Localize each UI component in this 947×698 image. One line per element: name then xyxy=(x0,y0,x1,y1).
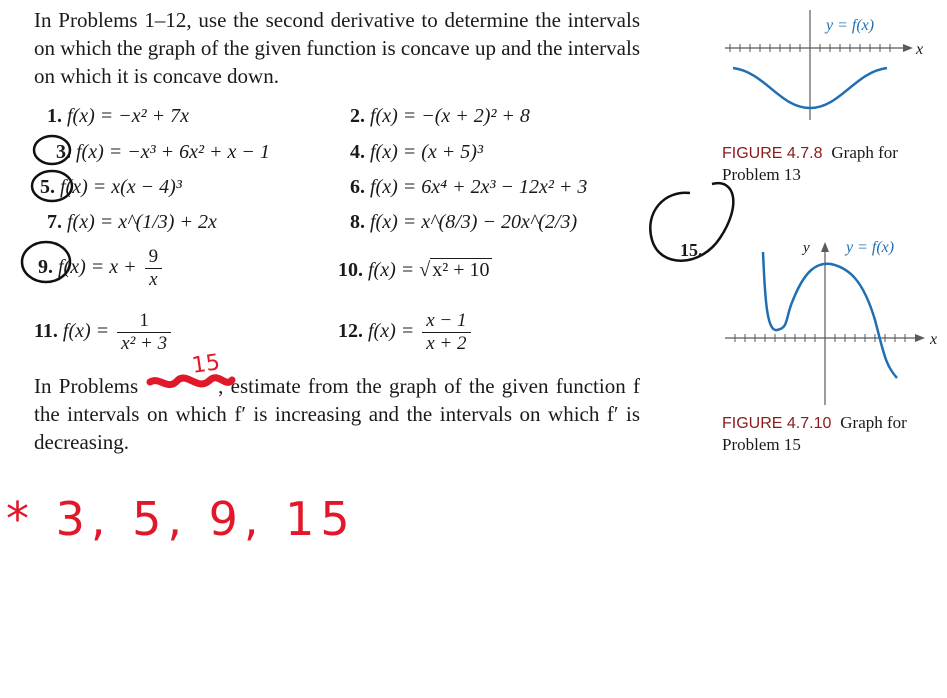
circle-problem-5 xyxy=(32,171,72,201)
problem-expression: f(x) = (x + 5)³ xyxy=(370,141,483,163)
denominator: x² + 3 xyxy=(121,333,168,354)
problem-expression: f(x) = −(x + 2)² + 8 xyxy=(370,105,530,127)
problems-13-15-paragraph xyxy=(34,372,640,456)
problem-expression: f(x) = x^(8/3) − 20x^(2/3) xyxy=(370,211,578,233)
intro-paragraph: In Problems 1–12, use the second derivative to determine the intervals on which the graph of the given function is concave up and the intervals on which it is concave down. xyxy=(34,8,640,88)
problem-number: 12. xyxy=(338,320,363,343)
x-axis-arrow xyxy=(915,334,925,342)
figure-4-7-10-graph xyxy=(725,240,938,415)
problem-expression: f(x) = x^(1/3) + 2x xyxy=(67,211,217,233)
problem-number: 4. xyxy=(350,141,365,163)
numerator: 9 xyxy=(145,246,163,269)
problem-number: 11. xyxy=(34,320,58,343)
circle-problem-9 xyxy=(22,242,70,282)
denominator: x + 2 xyxy=(426,333,467,354)
problem-number: 5. xyxy=(40,176,55,198)
numerator: x − 1 xyxy=(422,310,470,333)
problem-expression: f(x) = 6x⁴ + 2x³ − 12x² + 3 xyxy=(370,176,588,198)
fig1-x-label xyxy=(916,38,923,62)
radicand: x² + 10 xyxy=(432,259,490,281)
curve-fx xyxy=(763,252,897,378)
curve-label: y = f(x) xyxy=(846,239,895,256)
denominator: x xyxy=(149,269,158,290)
problem-expression: f(x) = xyxy=(368,259,415,281)
para-lead: In Problems xyxy=(34,374,139,398)
curve-label: y = f(x) xyxy=(826,17,875,34)
x-axis-label: x xyxy=(916,41,924,58)
problem-expression: f(x) = x + xyxy=(58,256,137,279)
problem-expression: f(x) = xyxy=(368,320,415,343)
x-axis-arrow xyxy=(903,44,913,52)
caption-text: Graph for Problem 15 xyxy=(722,413,907,454)
handwritten-note: * 3, 5, 9, 15 xyxy=(6,492,356,546)
problem-number: 9. xyxy=(38,256,53,279)
problem-expression: f(x) = x(x − 4)³ xyxy=(60,176,182,198)
problem-expression: f(x) = xyxy=(62,320,110,343)
problem-15-label: 15. xyxy=(680,240,703,260)
problem-number: 3. xyxy=(56,141,71,163)
fig2-y-label xyxy=(803,236,810,260)
figure-4-7-8-graph xyxy=(725,10,925,130)
sqrt-symbol: √ xyxy=(419,259,431,281)
fig2-curve-label xyxy=(846,236,894,260)
problem-expression: f(x) = −x³ + 6x² + x − 1 xyxy=(76,141,270,163)
problem-number: 8. xyxy=(350,211,365,233)
handwritten-15-insert: 15 xyxy=(190,350,222,379)
y-axis-label: y xyxy=(803,240,810,256)
problem-number: 7. xyxy=(47,211,62,233)
circle-problem-3 xyxy=(34,136,70,164)
problem-number: 10. xyxy=(338,259,363,281)
fig2-x-label xyxy=(930,328,937,352)
fig1-curve-label xyxy=(826,14,874,38)
y-axis-arrow xyxy=(821,242,829,252)
problem-number: 1. xyxy=(47,105,62,127)
x-axis-label: x xyxy=(930,331,938,348)
caption-text: Graph for Problem 13 xyxy=(722,143,898,184)
para-rest: , estimate from the graph of the given function f the intervals on which f′ is increasing and the intervals on which f′ is decreasing. xyxy=(34,374,641,454)
figure-4-7-8-caption xyxy=(722,142,942,186)
problem-number: 6. xyxy=(350,176,365,198)
figure-4-7-10-caption xyxy=(722,412,944,456)
figure-number: FIGURE 4.7.8 xyxy=(722,145,823,162)
problem-number: 2. xyxy=(350,105,365,127)
numerator: 1 xyxy=(117,310,171,333)
problem-expression: f(x) = −x² + 7x xyxy=(67,105,189,127)
figure-number: FIGURE 4.7.10 xyxy=(722,415,832,432)
